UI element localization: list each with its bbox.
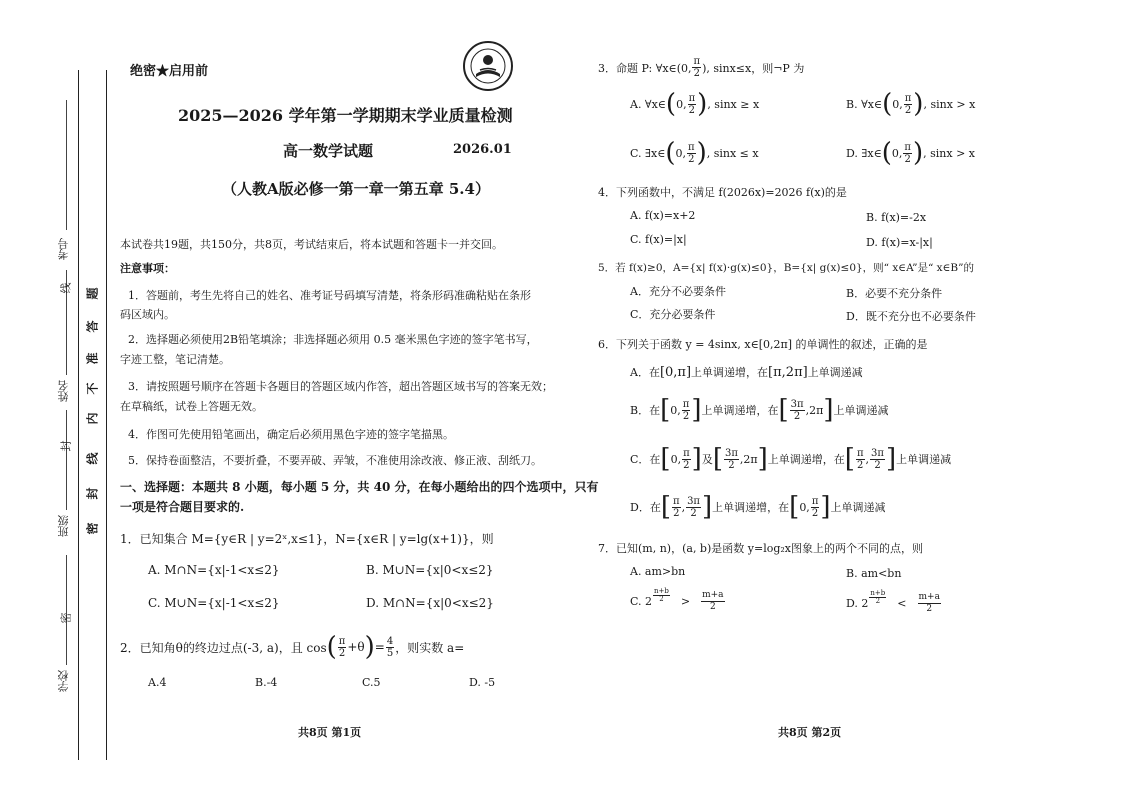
q3-frac-num: π — [904, 141, 911, 153]
q6-frac — [790, 399, 805, 422]
seal-char: 封 — [85, 487, 100, 500]
q3-frac — [903, 142, 912, 165]
bracket: [ — [844, 444, 855, 474]
seal-char-outer: 线 — [59, 282, 73, 294]
bracket: ] — [691, 444, 702, 474]
q6-frac-den: 2 — [857, 459, 864, 471]
intro-text: 本试卷共19题，共150分，共8页，考试结束后，将本试题和答题卡一并交回。 — [120, 238, 503, 251]
q7-exp — [653, 588, 670, 603]
q3-frac — [688, 93, 697, 116]
q6-frac — [856, 448, 865, 471]
q6-frac-den: 2 — [690, 507, 697, 519]
paren: ) — [696, 138, 707, 168]
q1-option-c: C. M∪N={x|-1<x≤2} — [148, 596, 280, 610]
paren: ) — [913, 89, 924, 119]
q2-option-b: B.-4 — [255, 676, 278, 689]
q6-stem: 6．下列关于函数 y = 4sinx, x∈[0,2π] 的单调性的叙述，正确的是 — [598, 338, 928, 351]
q6-zero: 0, — [799, 500, 810, 514]
q7-option-a: A. am>bn — [630, 565, 686, 578]
paren: ) — [697, 89, 708, 119]
q6-frac-num: 3π — [687, 495, 700, 507]
bracket: ] — [885, 444, 897, 474]
q6-frac-num: 3π — [790, 398, 804, 410]
margin-banji-label: 班级 — [57, 515, 70, 537]
q6-d-c: 上单调递减 — [830, 501, 886, 514]
q3-d-post: , sinx > x — [923, 146, 975, 160]
q3-a-post: , sinx ≥ x — [707, 97, 760, 111]
q6-frac — [682, 399, 691, 422]
q6-frac-den: 2 — [811, 507, 819, 519]
q5-option-c: C．充分必要条件 — [630, 308, 716, 321]
paren: ) — [912, 138, 924, 168]
q4-option-d: D. f(x)=x-|x| — [866, 236, 933, 249]
q6-frac-num: π — [683, 447, 690, 459]
q6-frac — [672, 496, 681, 519]
seal-char-outer: 密 — [59, 612, 73, 624]
q6-option-c — [630, 446, 951, 472]
q6-zero: 0, — [670, 452, 682, 466]
bracket: ] — [702, 492, 713, 522]
q6-b-c: 上单调递减 — [833, 404, 889, 417]
q7-exp-den: 2 — [875, 597, 881, 605]
q6-c-c: 上单调递减 — [896, 453, 952, 466]
q3-stem-a: 3．命题 P: ∀x∈(0, — [598, 61, 692, 75]
seal-char: 不 — [85, 382, 100, 395]
q6-a-i2: [π,2π] — [768, 364, 808, 380]
note-line: 3．请按照题号顺序在答题卡各题目的答题区域内作答，超出答题区域书写的答案无效； — [128, 380, 553, 393]
note-line: 码区域内。 — [120, 308, 175, 321]
q3-option-d — [846, 140, 975, 166]
q3-option-b — [846, 91, 975, 117]
exam-date: 2026.01 — [453, 142, 512, 157]
paren: ( — [665, 89, 677, 119]
seal-char-outer: 封 — [59, 440, 73, 452]
q7-frac-num: m+a — [918, 592, 940, 602]
q2-stem-a: 2．已知角θ的终边过点(-3, a)，且 cos — [120, 640, 327, 655]
margin-kaohao-label: 考号 — [57, 238, 70, 260]
q2-option-d: D. -5 — [469, 676, 496, 689]
q2-frac-den: 2 — [338, 647, 346, 659]
q6-frac-num: π — [856, 447, 864, 459]
bracket: ] — [823, 395, 834, 425]
q7-exp-den: 2 — [659, 595, 664, 603]
q4-option-a: A. f(x)=x+2 — [630, 209, 696, 222]
paren: ( — [881, 138, 892, 168]
paren: ) — [364, 632, 375, 662]
q3-d-pre: D. ∃x∈ — [846, 146, 882, 160]
note-line: 2．选择题必须使用2B铅笔填涂；非选择题必须用 0.5 毫米黑色字迹的签字笔书写， — [128, 333, 538, 346]
bracket: [ — [778, 395, 789, 425]
q4-option-b: B. f(x)=-2x — [866, 211, 927, 224]
q3-a-pre: A. ∀x∈ — [630, 97, 666, 111]
footer-right: 共8页 第2页 — [778, 726, 842, 739]
q3-b-pre: B. ∀x∈ — [846, 97, 883, 111]
q6-frac — [686, 496, 701, 519]
q2-plus-theta: +θ — [347, 640, 365, 654]
q6-comma: , — [681, 500, 686, 514]
margin-xuexiao-label: 学校 — [57, 670, 70, 692]
q3-frac-num: π — [688, 141, 695, 153]
q6-option-a — [630, 364, 863, 380]
q6-frac-num: π — [811, 495, 819, 507]
q6-d-a: D．在 — [630, 501, 661, 514]
q6-frac-num: π — [672, 495, 680, 507]
seal-char: 内 — [85, 412, 100, 425]
q7-option-d — [846, 589, 942, 615]
margin-xingming-label: 姓名 — [57, 380, 70, 402]
banji-field[interactable] — [66, 410, 67, 510]
paren: ( — [882, 89, 893, 119]
q3-frac — [692, 56, 701, 79]
q6-frac — [724, 448, 739, 471]
note-line: 1．答题前，考生先将自己的姓名、准考证号码填写清楚，将条形码准确粘贴在条形 — [128, 289, 531, 302]
q6-frac-den: 2 — [793, 410, 801, 422]
kaohao-field[interactable] — [66, 100, 67, 230]
secret-label: 绝密★启用前 — [130, 64, 209, 79]
q6-two-pi: ,2π — [739, 452, 758, 466]
q7-c-rel: > — [680, 595, 691, 608]
q2-stem-c: ，则实数 a= — [395, 640, 465, 655]
q3-zero: 0, — [676, 97, 687, 111]
q3-zero: 0, — [892, 97, 903, 111]
section-heading-cont: 一项是符合题目要求的. — [120, 500, 245, 514]
q7-d-pre: D. 2 — [846, 597, 869, 610]
q2-frac-4-5 — [386, 636, 394, 659]
q3-frac-den: 2 — [904, 104, 912, 116]
seal-char: 密 — [85, 522, 100, 535]
exam-title: 2025—2026 学年第一学期期末学业质量检测 — [178, 106, 513, 125]
q1-option-b: B. M∪N={x|0<x≤2} — [366, 563, 494, 577]
q6-a-i1: [0,π] — [659, 364, 692, 380]
seal-char: 准 — [85, 352, 100, 365]
q6-frac-den: 2 — [682, 410, 690, 422]
bracket: ] — [820, 492, 831, 522]
seal-char: 线 — [85, 452, 100, 465]
q3-frac — [687, 142, 696, 165]
q5-option-b: B．必要不充分条件 — [846, 287, 943, 300]
subject-title: 高一数学试题 — [283, 142, 374, 160]
q4-stem: 4．下列函数中，不满足 f(2026x)=2026 f(x)的是 — [598, 186, 847, 199]
q3-c-pre: C. ∃x∈ — [630, 146, 666, 160]
q6-option-d — [630, 494, 886, 520]
note-line: 字迹工整，笔记清楚。 — [120, 353, 230, 366]
q3-option-a — [630, 91, 759, 117]
q1-option-a: A. M∩N={x|-1<x≤2} — [148, 563, 280, 577]
q2-frac-num: π — [338, 635, 346, 647]
q6-a-a: A．在 — [630, 366, 660, 379]
note-line: 在草稿纸，试卷上答题无效。 — [120, 400, 263, 413]
q7-exp-num: n+b — [870, 589, 886, 597]
q7-c-pre: C. 2 — [630, 595, 653, 608]
note-line: 4．作图可先使用铅笔画出，确定后必须用黑色字迹的签字笔描黑。 — [128, 428, 454, 441]
q6-frac — [811, 496, 820, 519]
q3-frac-den: 2 — [688, 153, 695, 165]
q6-option-b — [630, 397, 888, 423]
bracket: [ — [660, 444, 671, 474]
q6-a-c: 上单调递减 — [807, 366, 863, 379]
q3-stem-b: ), sinx≤x，则¬P 为 — [702, 61, 805, 75]
q6-frac-den: 2 — [874, 459, 881, 471]
q7-d-rel: < — [897, 597, 907, 610]
paren: ( — [326, 632, 337, 662]
q5-option-a: A．充分不必要条件 — [630, 285, 726, 298]
bracket: [ — [660, 492, 671, 522]
bracket: [ — [789, 492, 800, 522]
footer-left: 共8页 第1页 — [298, 726, 362, 739]
q3-frac-den: 2 — [693, 68, 700, 79]
q2-stem-b: = — [374, 640, 385, 654]
q2-option-a: A.4 — [148, 676, 167, 689]
q6-frac-den: 2 — [728, 459, 735, 471]
q7-exp-num: n+b — [654, 587, 669, 595]
q1-stem: 1．已知集合 M={y∈R | y=2ˣ,x≤1}，N={x∈R | y=lg(x+1)}，则 — [120, 532, 494, 546]
q6-zero: 0, — [670, 403, 681, 417]
bracket: ] — [691, 395, 702, 425]
q4-option-c: C. f(x)=|x| — [630, 233, 687, 246]
xuexiao-field[interactable] — [66, 555, 67, 665]
seal-char: 题 — [85, 287, 100, 300]
q1-option-d: D. M∩N={x|0<x≤2} — [366, 596, 494, 610]
note-line: 5．保持卷面整洁，不要折叠，不要弄破、弄皱，不准使用涂改液、修正液、刮纸刀。 — [128, 454, 542, 467]
q6-d-b: 上单调递增，在 — [712, 501, 790, 514]
q3-frac-den: 2 — [904, 153, 911, 165]
q7-frac-num: m+a — [702, 590, 724, 600]
q3-frac-den: 2 — [688, 104, 696, 116]
q2-option-c: C.5 — [362, 676, 381, 689]
q6-b-b: 上单调递增，在 — [701, 404, 779, 417]
q6-two-pi: ,2π — [805, 403, 824, 417]
notes-title: 注意事项： — [120, 262, 175, 275]
q6-b-a: B．在 — [630, 404, 661, 417]
q7-option-b: B. am<bn — [846, 567, 902, 580]
q6-c-and: 及 — [701, 453, 713, 466]
bracket: ] — [757, 444, 768, 474]
q3-b-post: , sinx > x — [923, 97, 976, 111]
exam-scope: （人教A版必修一第一章一第五章 5.4） — [222, 180, 490, 198]
q7-frac — [918, 592, 941, 615]
binding-line-right — [106, 70, 107, 760]
q2-frac-pi-2 — [338, 636, 347, 659]
q6-c-a: C．在 — [630, 453, 661, 466]
section-heading: 一、选择题：本题共 8 小题，每小题 5 分，共 40 分，在每小题给出的四个选项中，只有 — [120, 480, 599, 494]
q7-option-c — [630, 587, 726, 613]
q7-frac-den: 2 — [709, 602, 716, 612]
binding-line-left — [78, 70, 79, 760]
q6-frac-num: 3π — [724, 447, 738, 459]
q7-frac — [701, 590, 724, 613]
q2-stem — [120, 634, 464, 660]
q6-frac-num: π — [682, 398, 690, 410]
q3-zero: 0, — [891, 146, 903, 160]
q5-option-d: D．既不充分也不必要条件 — [846, 310, 976, 323]
paren: ( — [665, 138, 676, 168]
q3-zero: 0, — [675, 146, 686, 160]
q3-stem — [598, 56, 804, 79]
q6-frac-den: 2 — [683, 459, 690, 471]
q6-frac — [870, 448, 885, 471]
q2-frac-den: 5 — [386, 647, 394, 659]
bracket: [ — [660, 395, 671, 425]
school-seal-logo — [462, 40, 514, 92]
bracket: [ — [712, 444, 723, 474]
q6-frac-num: 3π — [871, 447, 884, 459]
q6-frac — [682, 448, 691, 471]
q3-c-post: , sinx ≤ x — [706, 146, 759, 160]
q5-stem: 5．若 f(x)≥0，A={x| f(x)·g(x)≤0}，B={x| g(x)≤0}，则“ x∈A”是“ x∈B”的 — [598, 262, 974, 274]
q2-frac-num: 4 — [386, 635, 394, 647]
q3-option-c — [630, 140, 759, 166]
q6-a-b: 上单调递增，在 — [691, 366, 769, 379]
q6-c-b: 上单调递增，在 — [767, 453, 845, 466]
q7-exp — [869, 590, 886, 605]
q7-frac-den: 2 — [926, 604, 933, 614]
q3-frac-num: π — [693, 56, 701, 67]
q7-stem: 7．已知(m, n)，(a, b)是函数 y=log₂x图象上的两个不同的点，则 — [598, 542, 923, 555]
q6-comma: , — [865, 452, 870, 466]
q6-frac-den: 2 — [673, 507, 680, 519]
q3-frac — [904, 93, 913, 116]
q3-frac-num: π — [688, 92, 696, 104]
q3-frac-num: π — [904, 92, 912, 104]
seal-char: 答 — [85, 320, 100, 333]
